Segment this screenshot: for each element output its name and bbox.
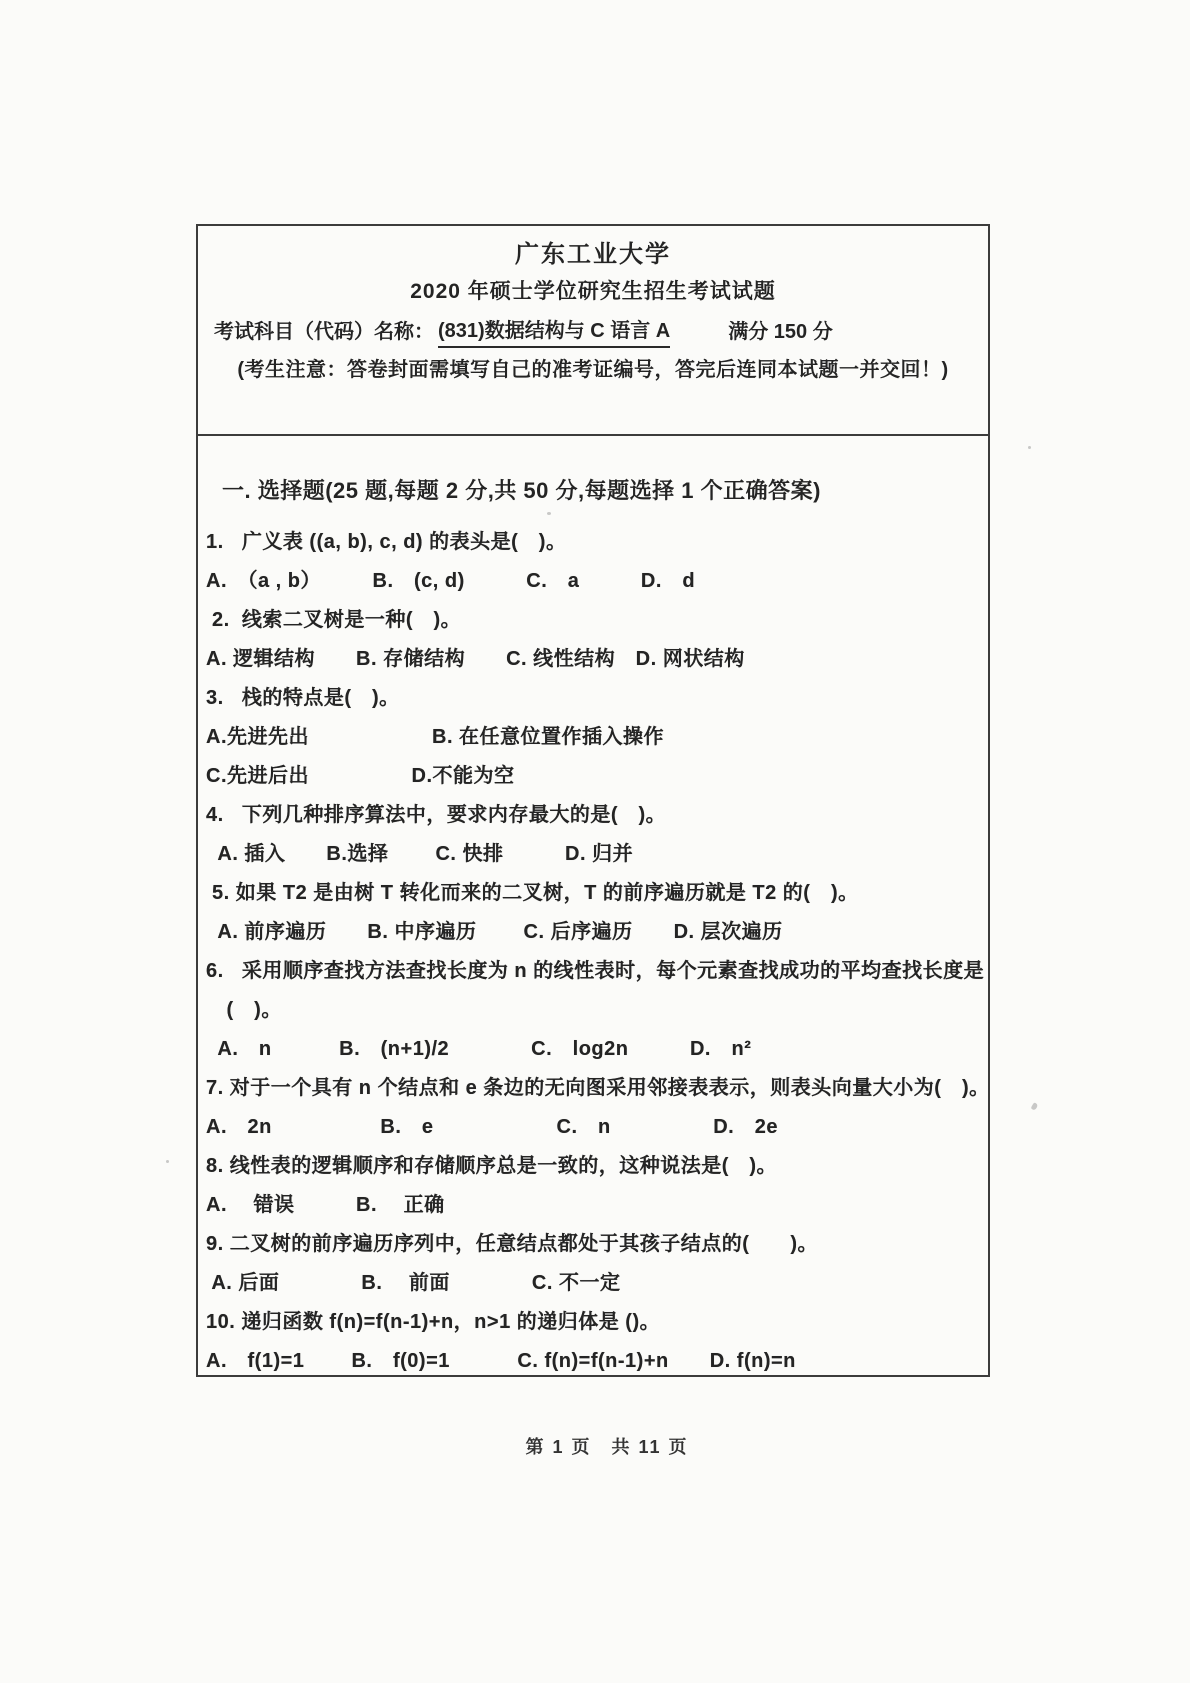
question-4-stem: 4. 下列几种排序算法中，要求内存最大的是( )。 [206, 804, 667, 826]
question-8-stem: 8. 线性表的逻辑顺序和存储顺序总是一致的，这种说法是( )。 [206, 1155, 778, 1177]
scan-speck [1031, 1102, 1039, 1111]
question-3-options-1: A.先进先出 B. 在任意位置作插入操作 [206, 726, 665, 748]
scan-speck [1028, 446, 1031, 449]
page-number: 第 1 页 共 11 页 [525, 1437, 689, 1457]
question-6-options-1: A. n B. (n+1)/2 C. log2n D. n² [206, 1038, 752, 1060]
scan-speck [547, 512, 551, 515]
section-title: 一. 选择题(25 题,每题 2 分,共 50 分,每题选择 1 个正确答案) [222, 478, 821, 503]
question-4-options-1: A. 插入 B.选择 C. 快排 D. 归并 [206, 843, 634, 865]
question-7-options-1: A. 2n B. e C. n D. 2e [206, 1116, 778, 1138]
full-score: 满分 150 分 [728, 321, 833, 343]
page-footer [196, 1412, 990, 1480]
question-10-options-1: A. f(1)=1 B. f(0)=1 C. f(n)=f(n-1)+n D. f(n)=n [206, 1350, 796, 1372]
subject-name: (831)数据结构与 C 语言 A [438, 317, 670, 348]
subject-label: 考试科目（代码）名称： [214, 321, 434, 343]
candidate-notice: (考生注意：答卷封面需填写自己的准考证编号，答完后连同本试题一并交回！) [237, 359, 949, 381]
questions-section [198, 476, 988, 1378]
question-1-options-1: A. （a , b） B. (c, d) C. a D. d [206, 570, 696, 592]
exam-title: 2020 年硕士学位研究生招生考试试题 [410, 280, 776, 303]
questions-list [206, 520, 990, 1378]
exam-header [198, 226, 988, 436]
question-3-options-2: C.先进后出 D.不能为空 [206, 765, 515, 787]
question-10-stem: 10. 递归函数 f(n)=f(n-1)+n，n>1 的递归体是 ()。 [206, 1311, 661, 1333]
question-7-stem: 7. 对于一个具有 n 个结点和 e 条边的无向图采用邻接表表示，则表头向量大小为( )。 [206, 1077, 990, 1099]
question-3-stem: 3. 栈的特点是( )。 [206, 687, 400, 709]
question-6-stem: 6. 采用顺序查找方法查找长度为 n 的线性表时，每个元素查找成功的平均查找长度是 [206, 960, 985, 982]
exam-sheet-border [196, 224, 990, 1377]
university-name: 广东工业大学 [515, 241, 671, 268]
question-1-stem: 1. 广义表 ((a, b), c, d) 的表头是( )。 [206, 531, 567, 553]
question-9-options-1: A. 后面 B. 前面 C. 不一定 [206, 1272, 621, 1294]
question-9-stem: 9. 二叉树的前序遍历序列中，任意结点都处于其孩子结点的( )。 [206, 1233, 819, 1255]
question-5-options-1: A. 前序遍历 B. 中序遍历 C. 后序遍历 D. 层次遍历 [206, 921, 783, 943]
question-2-stem: 2. 线索二叉树是一种( )。 [206, 609, 462, 631]
scan-speck [166, 1160, 169, 1163]
question-6-stem-cont: ( )。 [206, 999, 282, 1021]
question-2-options-1: A. 逻辑结构 B. 存储结构 C. 线性结构 D. 网状结构 [206, 648, 745, 670]
question-5-stem: 5. 如果 T2 是由树 T 转化而来的二叉树，T 的前序遍历就是 T2 的( )。 [206, 882, 859, 904]
subject-line [208, 318, 978, 346]
question-8-options-1: A. 错误 B. 正确 [206, 1194, 445, 1216]
